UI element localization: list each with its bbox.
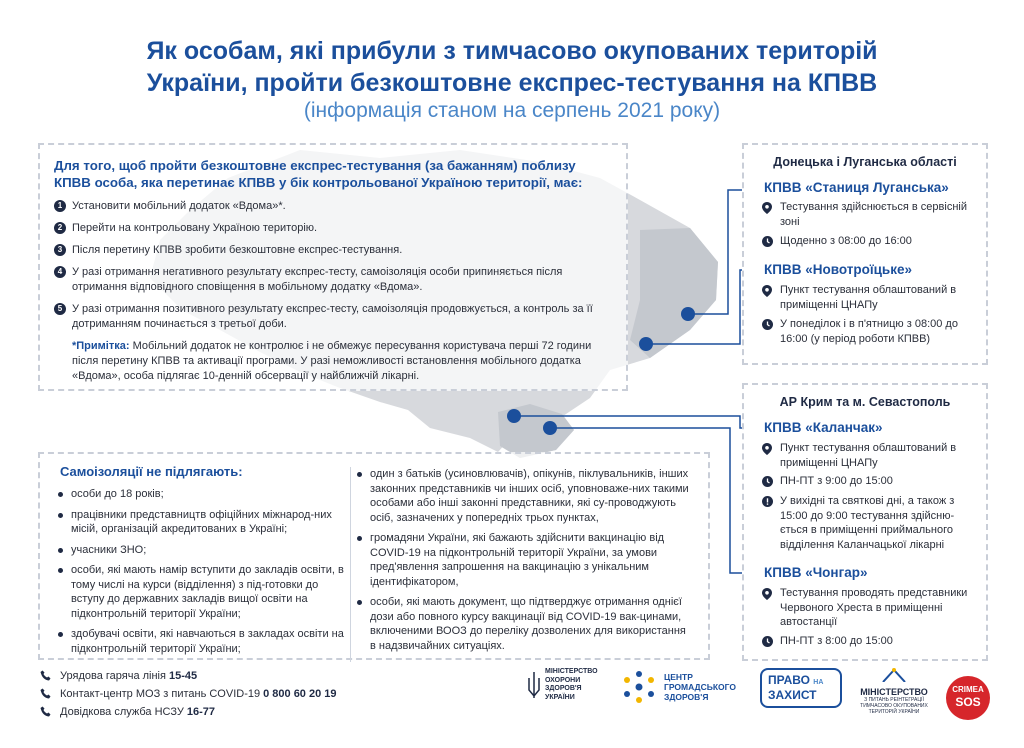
phone-icon <box>40 688 52 700</box>
stanytsia-hours: Щоденно з 08:00 до 16:00 <box>762 234 977 249</box>
clock-icon <box>762 474 778 489</box>
kpvv-chonhar-title: КПВВ «Чонгар» <box>760 565 871 580</box>
kalanchak-place: Пункт тестування облаштований в приміщенні ЦНАПу <box>762 441 977 470</box>
ministry-emblem-icon <box>881 668 907 682</box>
kpvv-novotroitske-title: КПВВ «Новотроїцьке» <box>760 262 916 277</box>
warning-icon <box>762 494 778 552</box>
stanytsia-place: Тестування здійснюється в сервісній зоні <box>762 200 977 229</box>
reintegration-ministry-logo: МІНІСТЕРСТВО З ПИТАНЬ РЕІНТЕГРАЦІЇ ТИМЧАСОВО ОКУПОВАНИХ ТЕРИТОРІЙ УКРАЇНИ <box>856 668 932 715</box>
right-to-protection-logo: ПРАВО НА ЗАХИСТ <box>760 668 842 708</box>
step-item: 5 У разі отримання позитивного результату експрес-тесту, самоізоляція продовжується, а контроль за її дотриманням починається з третьої доби. <box>54 302 612 332</box>
phone-icon <box>40 706 52 718</box>
hotline-moz[interactable]: Контакт-центр МОЗ з питань COVID-19 0 800 60 20 19 <box>40 688 337 700</box>
phone-icon <box>40 670 52 682</box>
step-item: 4 У разі отримання негативного результату експрес-тесту, самоізоляція особи припиняється після отримання відповідного сповіщення в мобільному додатку «Вдома». <box>54 265 612 295</box>
chonhar-place: Тестування проводять представники Червоного Хреста в приміщенні автостанції <box>762 586 977 630</box>
crimea-header: АР Крим та м. Севастополь <box>779 395 951 409</box>
kpvv-kalanchak-title: КПВВ «Каланчак» <box>760 420 886 435</box>
trident-icon <box>528 670 540 700</box>
crimea-sos-logo: CRIMEA SOS <box>946 676 990 720</box>
novotroitske-place: Пункт тестування облаштований в приміщенні ЦНАПу <box>762 283 977 312</box>
exempt-title: Самоізоляції не підлягають: <box>60 464 243 479</box>
step-item: 3 Після перетину КПВВ зробити безкоштовне експрес-тестування. <box>54 243 612 258</box>
hotline-nszu[interactable]: Довідкова служба НСЗУ 16-77 <box>40 706 215 718</box>
map-marker-kalanchak[interactable] <box>507 409 521 423</box>
map-marker-stanytsia[interactable] <box>681 307 695 321</box>
page-subtitle: (інформація станом на серпень 2021 року) <box>303 99 721 122</box>
hotline-government[interactable]: Урядова гаряча лінія 15-45 <box>40 670 197 682</box>
page-title-line-1: Як особам, які прибули з тимчасово окупованих територій <box>146 37 878 65</box>
clock-icon <box>762 634 778 649</box>
exempt-panel <box>38 452 710 660</box>
novotroitske-hours: У понеділок і в п'ятницю з 08:00 до 16:00 (у період роботи КПВВ) <box>762 317 977 346</box>
list-item: громадяни України, які бажають здійснити вакцинацію від COVID-19 на підконтрольній території України, за умови пред'явлення запрошення на вакцинацію з унікальним ідентифікатором, <box>357 531 690 589</box>
donetsk-header: Донецька і Луганська області <box>773 155 957 169</box>
list-item: здобувачі освіти, які навчаються в закладах освіти на підконтрольній території України; <box>58 627 350 656</box>
list-item: працівники представництв офіційних міжнарод-них місій, організацій акредитованих в Україні; <box>58 508 350 537</box>
chonhar-hours: ПН-ПТ з 8:00 до 15:00 <box>762 634 977 649</box>
list-item: особи, які мають документ, що підтверджує отримання однієї дози або повного курсу вакцинації від COVID-19 вак-цинами, включеними ВООЗ до переліку дозволених для використання в надзвичайних ситуаціях. <box>357 595 690 653</box>
list-item: учасники ЗНО; <box>58 543 350 558</box>
exempt-column-1 <box>50 487 350 662</box>
location-pin-icon <box>762 283 778 312</box>
location-pin-icon <box>762 586 778 630</box>
moz-logo: МІНІСТЕРСТВО ОХОРОНИ ЗДОРОВ'Я УКРАЇНИ <box>528 668 609 702</box>
location-pin-icon <box>762 441 778 470</box>
page-title-line-2: України, пройти безкоштовне експрес-тестування на КПВВ <box>146 69 878 97</box>
exempt-column-2 <box>350 467 690 662</box>
map-marker-chonhar[interactable] <box>543 421 557 435</box>
step-item: 1 Установити мобільний додаток «Вдома»*. <box>54 199 612 214</box>
steps-intro: Для того, щоб пройти безкоштовне експрес-тестування (за бажанням) поблизу КПВВ особа, яка перетинає КПВВ у бік контрольованої Україною території, має: <box>54 158 583 190</box>
steps-note: *Примітка: Мобільний додаток не контролює і не обмежує пересування користувача перші 72 години після перетину КПВВ та активації програми. У разі неможливості встановлення мобільного додатка «Вдома», особа підлягає 10-денній обсервації у найближчій лікарні. <box>72 340 592 382</box>
kalanchak-hours: ПН-ПТ з 9:00 до 15:00 <box>762 474 977 489</box>
location-pin-icon <box>762 200 778 229</box>
clock-icon <box>762 234 778 249</box>
clock-icon <box>762 317 778 346</box>
kalanchak-warning: У вихідні та святкові дні, а також з 15:00 до 9:00 тестування здійсню-ється в приміщенні приймального відділення Каланчацької лікарні <box>762 494 977 552</box>
steps-panel <box>38 143 628 391</box>
step-item: 2 Перейти на контрольовану Україною територію. <box>54 221 612 236</box>
public-health-center-logo: ЦЕНТР ГРОМАДСЬКОГО ЗДОРОВ'Я <box>620 668 738 706</box>
map-marker-novotroitske[interactable] <box>639 337 653 351</box>
list-item: особи, які мають намір вступити до закладів освіти, в тому числі на курси (відділення) з під-готовки до вступу до державних закладів вищої освіти на підконтрольній території України; <box>58 563 350 621</box>
list-item: особи до 18 років; <box>58 487 350 502</box>
dots-circle-icon <box>620 668 658 706</box>
kpvv-stanytsia-title: КПВВ «Станиця Луганська» <box>760 180 953 195</box>
list-item: один з батьків (усиновлювачів), опікунів, піклувальників, інших законних представників чи інших осіб, уповноваже-них такими особами або інші законні представники, які су-проводжують осіб, зазначених у попередніх трьох пунктах, <box>357 467 690 525</box>
